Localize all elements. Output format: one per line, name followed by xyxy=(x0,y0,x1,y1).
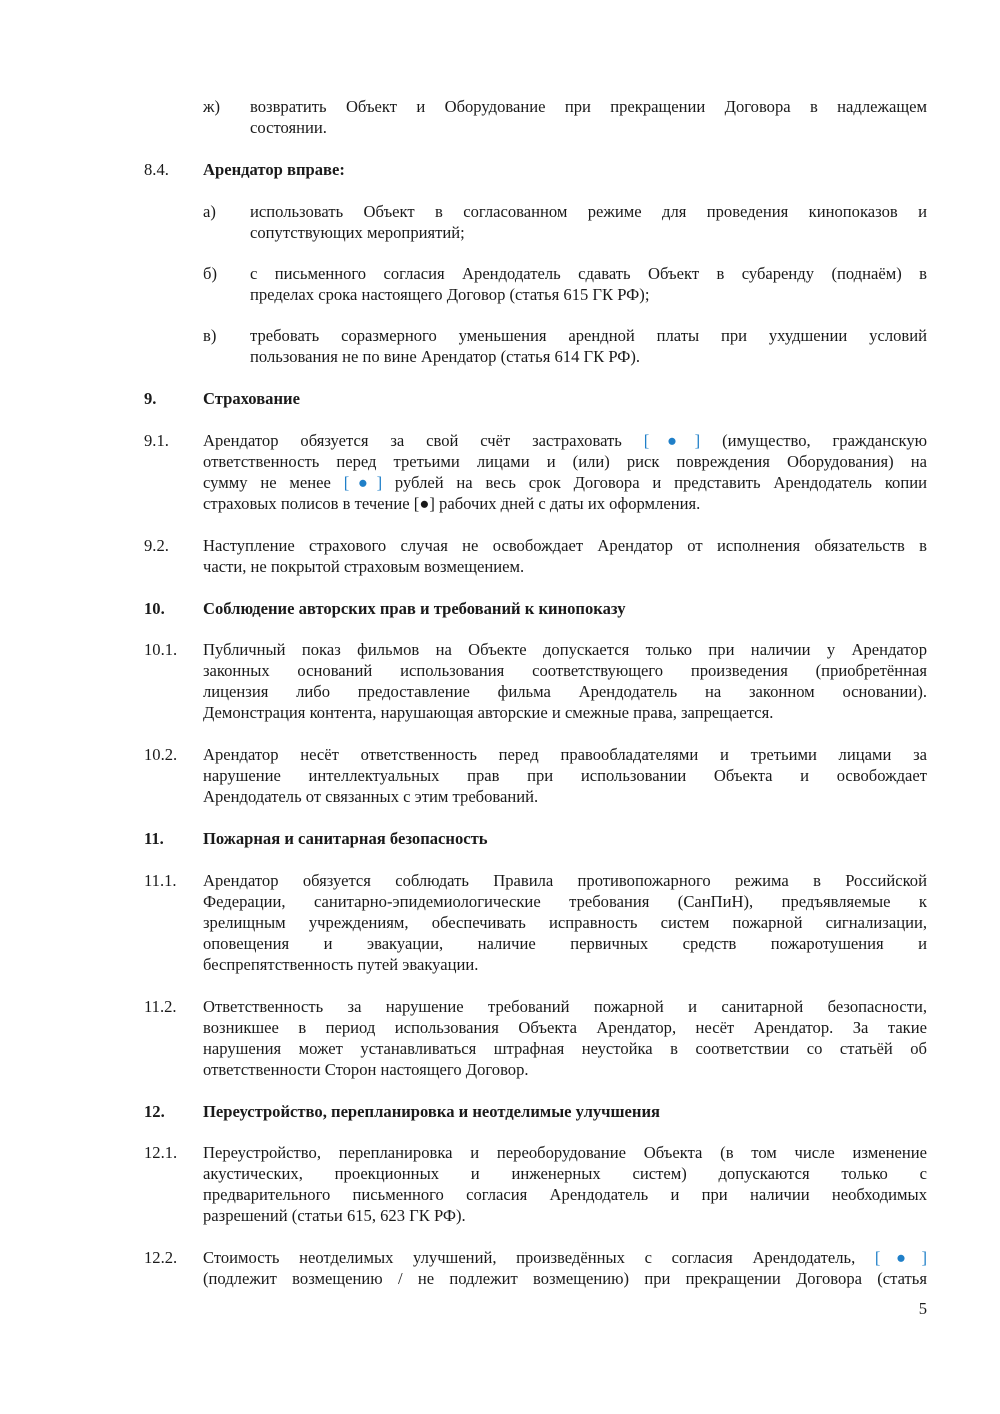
text-line xyxy=(203,430,927,451)
text-line: сопутствующих мероприятий; xyxy=(250,223,465,242)
section-title: Пожарная и санитарная безопасность xyxy=(203,829,488,848)
text-run: сумму не менее xyxy=(203,473,331,492)
section-number: 9. xyxy=(144,389,157,408)
list-item-text xyxy=(250,201,927,243)
text-line: Ответственность за нарушение требований пожарной и санитарной безопасности, xyxy=(203,997,927,1016)
text-line: требовать соразмерного уменьшения арендной платы при ухудшении условий xyxy=(250,326,927,345)
text-line: пределах срока настоящего Договор (статья 615 ГК РФ); xyxy=(250,285,650,304)
clause-number: 8.4. xyxy=(144,160,169,179)
placeholder: [●] xyxy=(643,431,701,450)
text-run: (имущество, гражданскую xyxy=(722,431,928,450)
section-title: Соблюдение авторских прав и требований к кинопоказу xyxy=(203,599,626,618)
clause-number: 11.1. xyxy=(144,871,177,890)
list-item-text xyxy=(250,263,927,305)
section-title: Переустройство, перепланировка и неотделимые улучшения xyxy=(203,1102,661,1121)
section-number: 11. xyxy=(144,829,164,848)
text-line: разрешений (статьи 615, 623 ГК РФ). xyxy=(203,1206,466,1225)
text-run: рублей на весь срок Договора и представить Арендодатель копии xyxy=(394,473,927,492)
text-line: (подлежит возмещению / не подлежит возмещению) при прекращении Договора (статья xyxy=(203,1269,927,1288)
text-line: состоянии. xyxy=(250,118,327,137)
list-marker: ж) xyxy=(203,97,220,116)
text-line: пользования не по вине Арендатор (статья 614 ГК РФ). xyxy=(250,347,641,366)
text-line: беспрепятственность путей эвакуации. xyxy=(203,955,479,974)
text-line: части, не покрытой страховым возмещением. xyxy=(203,557,525,576)
text-line: оповещения и эвакуации, наличие первичных средств пожаротушения и xyxy=(203,934,927,953)
clause-number: 12.1. xyxy=(144,1143,178,1162)
text-run: Стоимость неотделимых улучшений, произведённых с согласия Арендодатель, xyxy=(203,1248,856,1267)
text-line: Наступление страхового случая не освобождает Арендатор от исполнения обязательств в xyxy=(203,536,927,555)
text-line xyxy=(203,472,927,493)
text-line: Арендодатель от связанных с этим требований. xyxy=(203,787,539,806)
clause-number: 11.2. xyxy=(144,997,177,1016)
clause-title: Арендатор вправе: xyxy=(203,160,345,179)
text-line: Арендатор несёт ответственность перед правообладателями и третьими лицами за xyxy=(203,745,927,764)
text-line: возникшее в период использования Объекта Арендатор, несёт Арендатор. За такие xyxy=(203,1018,927,1037)
clause-text xyxy=(203,744,927,807)
text-line: страховых полисов в течение [●] рабочих дней с даты их оформления. xyxy=(203,494,701,513)
text-run: Арендатор обязуется за свой счёт застраховать xyxy=(203,431,622,450)
text-line: использовать Объект в согласованном режиме для проведения кинопоказов и xyxy=(250,202,927,221)
list-marker: б) xyxy=(203,264,217,283)
clause-text xyxy=(203,430,927,514)
text-line: Публичный показ фильмов на Объекте допускается только при наличии у Арендатор xyxy=(203,640,927,659)
clause-text xyxy=(203,1142,927,1226)
clause-text xyxy=(203,1247,927,1289)
clause-text xyxy=(203,535,927,577)
text-line: ответственность перед третьими лицами и (или) риск повреждения Оборудования) на xyxy=(203,452,927,471)
text-line: предварительного письменного согласия Арендодатель и при наличии необходимых xyxy=(203,1185,927,1204)
text-line: Демонстрация контента, нарушающая авторские и смежные права, запрещается. xyxy=(203,703,774,722)
section-title: Страхование xyxy=(203,389,300,408)
text-line: Арендатор обязуется соблюдать Правила противопожарного режима в Российской xyxy=(203,871,927,890)
list-item-text xyxy=(250,325,927,367)
list-marker: а) xyxy=(203,202,216,221)
list-marker: в) xyxy=(203,326,217,345)
text-line: законных оснований использования соответствующего произведения (приобретённая xyxy=(203,661,927,680)
clause-number: 9.1. xyxy=(144,431,169,450)
text-line: Переустройство, перепланировка и переоборудование Объекта (в том числе изменение xyxy=(203,1143,927,1162)
section-number: 12. xyxy=(144,1102,165,1121)
text-line: нарушения может устанавливаться штрафная неустойка в соответствии со статьёй об xyxy=(203,1039,927,1058)
text-line: с письменного согласия Арендодатель сдавать Объект в субаренду (поднаём) в xyxy=(250,264,927,283)
text-line: Федерации, санитарно-эпидемиологические требования (СанПиН), предъявляемые к xyxy=(203,892,927,911)
clause-text xyxy=(203,639,927,723)
placeholder: [●] xyxy=(874,1248,928,1267)
text-line: акустических, проекционных и инженерных систем) допускаются только с xyxy=(203,1164,927,1183)
clause-number: 12.2. xyxy=(144,1248,178,1267)
text-line: ответственности Сторон настоящего Договор. xyxy=(203,1060,529,1079)
placeholder: [●] xyxy=(343,473,383,492)
clause-number: 10.1. xyxy=(144,640,178,659)
list-item-text xyxy=(250,96,927,138)
text-line xyxy=(203,1247,927,1268)
clause-number: 10.2. xyxy=(144,745,178,764)
text-line: возвратить Объект и Оборудование при прекращении Договора в надлежащем xyxy=(250,97,927,116)
clause-number: 9.2. xyxy=(144,536,169,555)
text-line: зрелищным учреждениям, обеспечивать исправность систем пожарной сигнализации, xyxy=(203,913,927,932)
section-number: 10. xyxy=(144,599,165,618)
clause-text xyxy=(203,996,927,1080)
page-number: 5 xyxy=(918,1299,927,1318)
text-line: нарушение интеллектуальных прав при использовании Объекта и освобождает xyxy=(203,766,927,785)
text-line: лицензия либо предоставление фильма Арендодатель на законном основании). xyxy=(203,682,927,701)
clause-text xyxy=(203,870,927,975)
